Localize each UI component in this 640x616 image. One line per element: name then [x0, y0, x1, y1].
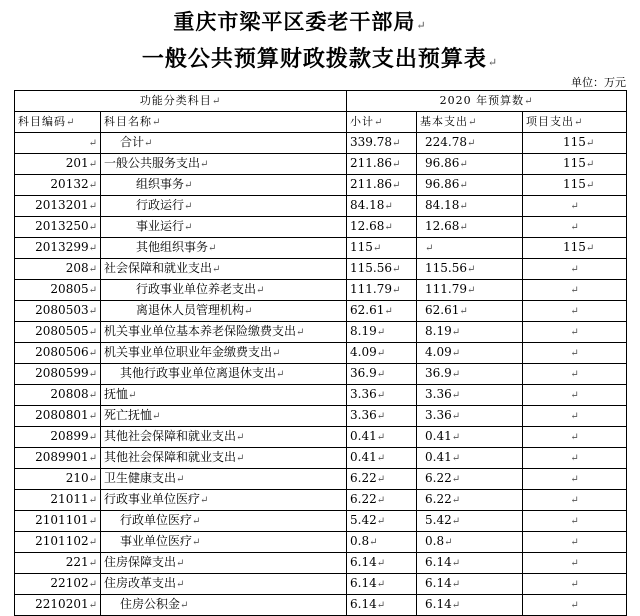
cell-name: 其他组织事务↵: [101, 238, 347, 259]
table-row: [15, 217, 627, 238]
cell-code: 2013201↵: [15, 196, 101, 217]
cell-project: ↵: [523, 343, 627, 364]
cell-code: 2080599↵: [15, 364, 101, 385]
cell-name: 组织事务↵: [101, 175, 347, 196]
cell-name: 机关事业单位职业年金缴费支出↵: [101, 343, 347, 364]
header-func-group: 功能分类科目↵: [15, 91, 347, 112]
cell-project: ↵: [523, 259, 627, 280]
cell-basic: 36.9↵: [417, 364, 523, 385]
cell-project: ↵: [523, 448, 627, 469]
cell-code: 20808↵: [15, 385, 101, 406]
cell-project: ↵: [523, 322, 627, 343]
cell-name: 其他社会保障和就业支出↵: [101, 427, 347, 448]
cell-subtotal: 3.36↵: [347, 406, 417, 427]
cell-basic: 4.09↵: [417, 343, 523, 364]
header-row-groups: [15, 91, 627, 112]
cell-code: 2080505↵: [15, 322, 101, 343]
cell-name: 事业运行↵: [101, 217, 347, 238]
cell-basic: 6.22↵: [417, 490, 523, 511]
cell-subtotal: 12.68↵: [347, 217, 417, 238]
table-row: [15, 532, 627, 553]
table-row: [15, 301, 627, 322]
cell-subtotal: 211.86↵: [347, 175, 417, 196]
cell-project: ↵: [523, 511, 627, 532]
cell-subtotal: 5.42↵: [347, 511, 417, 532]
page-title-line2: 一般公共预算财政拨款支出预算表↵: [141, 46, 499, 72]
cell-code: 2080801↵: [15, 406, 101, 427]
cell-subtotal: 84.18↵: [347, 196, 417, 217]
cell-subtotal: 6.14↵: [347, 574, 417, 595]
unit-label: 单位：万元: [571, 76, 626, 89]
cell-name: 卫生健康支出↵: [101, 469, 347, 490]
cell-project: ↵: [523, 595, 627, 616]
cell-basic: 3.36↵: [417, 385, 523, 406]
cell-code: 2101101↵: [15, 511, 101, 532]
cell-project: ↵: [523, 490, 627, 511]
page-title-line1: 重庆市梁平区委老干部局↵: [173, 9, 427, 34]
cell-name: 事业单位医疗↵: [101, 532, 347, 553]
header-year-group: 2020 年预算数↵: [347, 91, 627, 112]
cell-name: 其他社会保障和就业支出↵: [101, 448, 347, 469]
cell-basic: 224.78↵: [417, 133, 523, 154]
table-row: [15, 322, 627, 343]
cell-basic: 0.41↵: [417, 448, 523, 469]
cell-subtotal: 115↵: [347, 238, 417, 259]
cell-basic: 12.68↵: [417, 217, 523, 238]
header-project: 项目支出↵: [523, 112, 627, 133]
cell-basic: 8.19↵: [417, 322, 523, 343]
cell-name: 住房公积金↵: [101, 595, 347, 616]
table-row: [15, 553, 627, 574]
cell-name: 抚恤↵: [101, 385, 347, 406]
cell-project: ↵: [523, 364, 627, 385]
cell-basic: 0.8↵: [417, 532, 523, 553]
cell-project: ↵: [523, 553, 627, 574]
cell-subtotal: 211.86↵: [347, 154, 417, 175]
cell-name: 行政运行↵: [101, 196, 347, 217]
cell-code: 2013250↵: [15, 217, 101, 238]
cell-name: 住房保障支出↵: [101, 553, 347, 574]
cell-project: ↵: [523, 385, 627, 406]
cell-basic: ↵: [417, 238, 523, 259]
cell-basic: 111.79↵: [417, 280, 523, 301]
cell-name: 行政事业单位养老支出↵: [101, 280, 347, 301]
cell-basic: 84.18↵: [417, 196, 523, 217]
cell-basic: 96.86↵: [417, 175, 523, 196]
cell-basic: 96.86↵: [417, 154, 523, 175]
cell-name: 行政单位医疗↵: [101, 511, 347, 532]
cell-basic: 62.61↵: [417, 301, 523, 322]
header-subtotal: 小计↵: [347, 112, 417, 133]
cell-project: ↵: [523, 217, 627, 238]
cell-name: 其他行政事业单位离退休支出↵: [101, 364, 347, 385]
cell-code: 20132↵: [15, 175, 101, 196]
table-row: [15, 511, 627, 532]
cell-subtotal: 4.09↵: [347, 343, 417, 364]
cell-subtotal: 115.56↵: [347, 259, 417, 280]
cell-code: 22102↵: [15, 574, 101, 595]
cell-code: 208↵: [15, 259, 101, 280]
table-row: [15, 490, 627, 511]
table-row: [15, 595, 627, 616]
cell-code: 2080503↵: [15, 301, 101, 322]
cell-project: ↵: [523, 574, 627, 595]
budget-table: [14, 90, 627, 616]
cell-subtotal: 6.14↵: [347, 595, 417, 616]
cell-project: ↵: [523, 301, 627, 322]
cell-name: 行政事业单位医疗↵: [101, 490, 347, 511]
cell-code: ↵: [15, 133, 101, 154]
table-row: [15, 175, 627, 196]
table-row: [15, 238, 627, 259]
cell-basic: 5.42↵: [417, 511, 523, 532]
header-basic: 基本支出↵: [417, 112, 523, 133]
table-row: [15, 574, 627, 595]
table-row: [15, 343, 627, 364]
table-row: [15, 280, 627, 301]
cell-subtotal: 111.79↵: [347, 280, 417, 301]
cell-name: 社会保障和就业支出↵: [101, 259, 347, 280]
cell-basic: 6.14↵: [417, 595, 523, 616]
table-row: [15, 406, 627, 427]
cell-subtotal: 0.8↵: [347, 532, 417, 553]
cell-project: ↵: [523, 532, 627, 553]
cell-code: 2013299↵: [15, 238, 101, 259]
table-row: [15, 448, 627, 469]
cell-name: 机关事业单位基本养老保险缴费支出↵: [101, 322, 347, 343]
cell-subtotal: 0.41↵: [347, 427, 417, 448]
table-row: [15, 154, 627, 175]
header-code: 科目编码↵: [15, 112, 101, 133]
cell-code: 20805↵: [15, 280, 101, 301]
cell-basic: 6.22↵: [417, 469, 523, 490]
cell-subtotal: 6.22↵: [347, 469, 417, 490]
cell-code: 2210201↵: [15, 595, 101, 616]
cell-basic: 115.56↵: [417, 259, 523, 280]
cell-subtotal: 6.22↵: [347, 490, 417, 511]
cell-basic: 6.14↵: [417, 574, 523, 595]
cell-subtotal: 339.78↵: [347, 133, 417, 154]
table-row: [15, 364, 627, 385]
cell-project: ↵: [523, 196, 627, 217]
cell-name: 死亡抚恤↵: [101, 406, 347, 427]
cell-project: 115↵: [523, 175, 627, 196]
table-row: [15, 385, 627, 406]
cell-code: 221↵: [15, 553, 101, 574]
cell-name: 一般公共服务支出↵: [101, 154, 347, 175]
table-row: [15, 469, 627, 490]
cell-code: 210↵: [15, 469, 101, 490]
cell-project: 115↵: [523, 238, 627, 259]
cell-subtotal: 62.61↵: [347, 301, 417, 322]
table-row: [15, 259, 627, 280]
cell-basic: 6.14↵: [417, 553, 523, 574]
table-row: [15, 133, 627, 154]
cell-project: ↵: [523, 406, 627, 427]
header-row-columns: [15, 112, 627, 133]
cell-code: 201↵: [15, 154, 101, 175]
cell-code: 20899↵: [15, 427, 101, 448]
cell-name: 住房改革支出↵: [101, 574, 347, 595]
table-row: [15, 196, 627, 217]
cell-code: 2101102↵: [15, 532, 101, 553]
cell-code: 2080506↵: [15, 343, 101, 364]
cell-subtotal: 36.9↵: [347, 364, 417, 385]
cell-project: 115↵: [523, 154, 627, 175]
cell-name: 离退休人员管理机构↵: [101, 301, 347, 322]
cell-subtotal: 6.14↵: [347, 553, 417, 574]
cell-project: ↵: [523, 427, 627, 448]
cell-subtotal: 8.19↵: [347, 322, 417, 343]
cell-project: 115↵: [523, 133, 627, 154]
table-row: [15, 427, 627, 448]
cell-project: ↵: [523, 469, 627, 490]
cell-code: 21011↵: [15, 490, 101, 511]
header-name: 科目名称↵: [101, 112, 347, 133]
cell-project: ↵: [523, 280, 627, 301]
cell-basic: 3.36↵: [417, 406, 523, 427]
cell-subtotal: 0.41↵: [347, 448, 417, 469]
cell-name: 合计↵: [101, 133, 347, 154]
cell-subtotal: 3.36↵: [347, 385, 417, 406]
cell-code: 2089901↵: [15, 448, 101, 469]
cell-basic: 0.41↵: [417, 427, 523, 448]
